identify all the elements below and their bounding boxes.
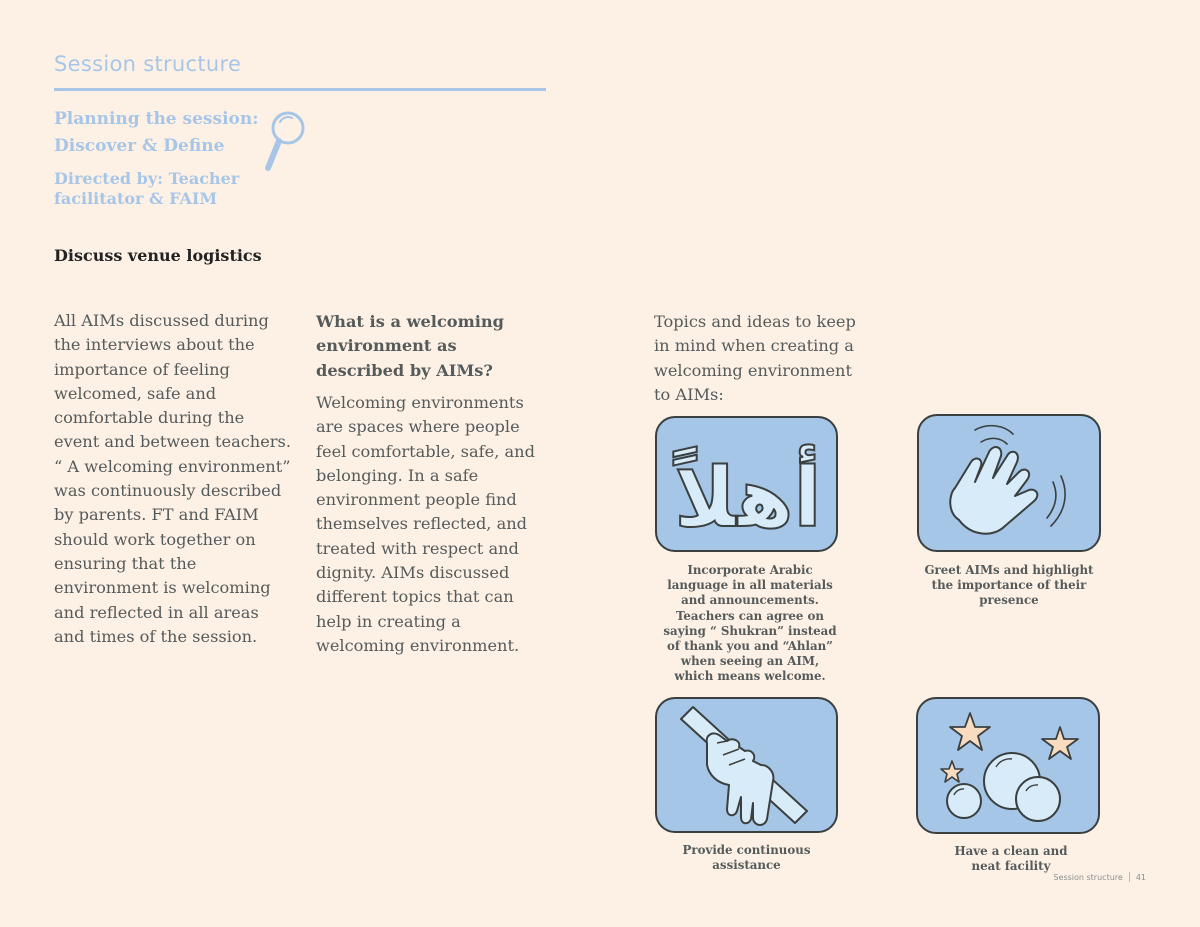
- page-number: 41: [1135, 872, 1146, 882]
- title-divider: [54, 88, 546, 91]
- assistance-caption: Provide continuous assistance: [682, 843, 811, 873]
- planning-title: Planning the session:: [54, 109, 259, 129]
- magnifier-icon: [262, 108, 310, 178]
- arabic-caption: Incorporate Arabic language in all materials and announcements. Teachers can agree on saying “ Shukran” instead of thank you and “Ahlan” when seeing an AIM, which means welcome.: [663, 563, 837, 684]
- column3-intro: Topics and ideas to keep in mind when creating a welcoming environment to AIMs:: [654, 312, 856, 404]
- clean-caption: Have a clean and neat facility: [954, 844, 1068, 874]
- subheading: Discuss venue logistics: [54, 246, 262, 265]
- helping-hand-icon: [657, 699, 838, 833]
- clean-tile: [916, 697, 1100, 834]
- column1-text: All AIMs discussed during the interviews about the importance of feeling welcomed, safe and comfortable during the event and between teachers. “ A welcoming environment” was continuously described by parents. FT and FAIM should work together on ensuring that the environment is welcoming and reflected in all areas and times of the session.: [54, 311, 291, 646]
- page-footer: [1053, 872, 1146, 882]
- section-title: Session structure: [54, 52, 242, 76]
- planning-subtitle: Discover & Define: [54, 136, 225, 156]
- assistance-tile: [655, 697, 838, 833]
- greet-caption: Greet AIMs and highlight the importance of their presence: [924, 563, 1094, 608]
- arabic-ahlan-icon: [657, 418, 838, 552]
- arabic-tile: [655, 416, 838, 552]
- footer-section: Session structure: [1053, 872, 1123, 882]
- column2-text: Welcoming environments are spaces where people feel comfortable, safe, and belonging. In a safe environment people find themselves reflected, and treated with respect and dignity. AIMs discussed different topics that can help in creating a welcoming environment.: [316, 393, 535, 655]
- sparkle-clean-icon: [918, 699, 1100, 834]
- planning-heading: [54, 106, 259, 160]
- waving-hand-icon: [919, 416, 1101, 552]
- footer-divider: [1129, 872, 1130, 882]
- arabic-ahlan-text: أهلاً: [674, 451, 822, 546]
- directed-by: Directed by: Teacher facilitator & FAIM: [54, 169, 240, 208]
- greet-tile: [917, 414, 1101, 552]
- column2-question: What is a welcoming environment as described by AIMs?: [316, 312, 504, 380]
